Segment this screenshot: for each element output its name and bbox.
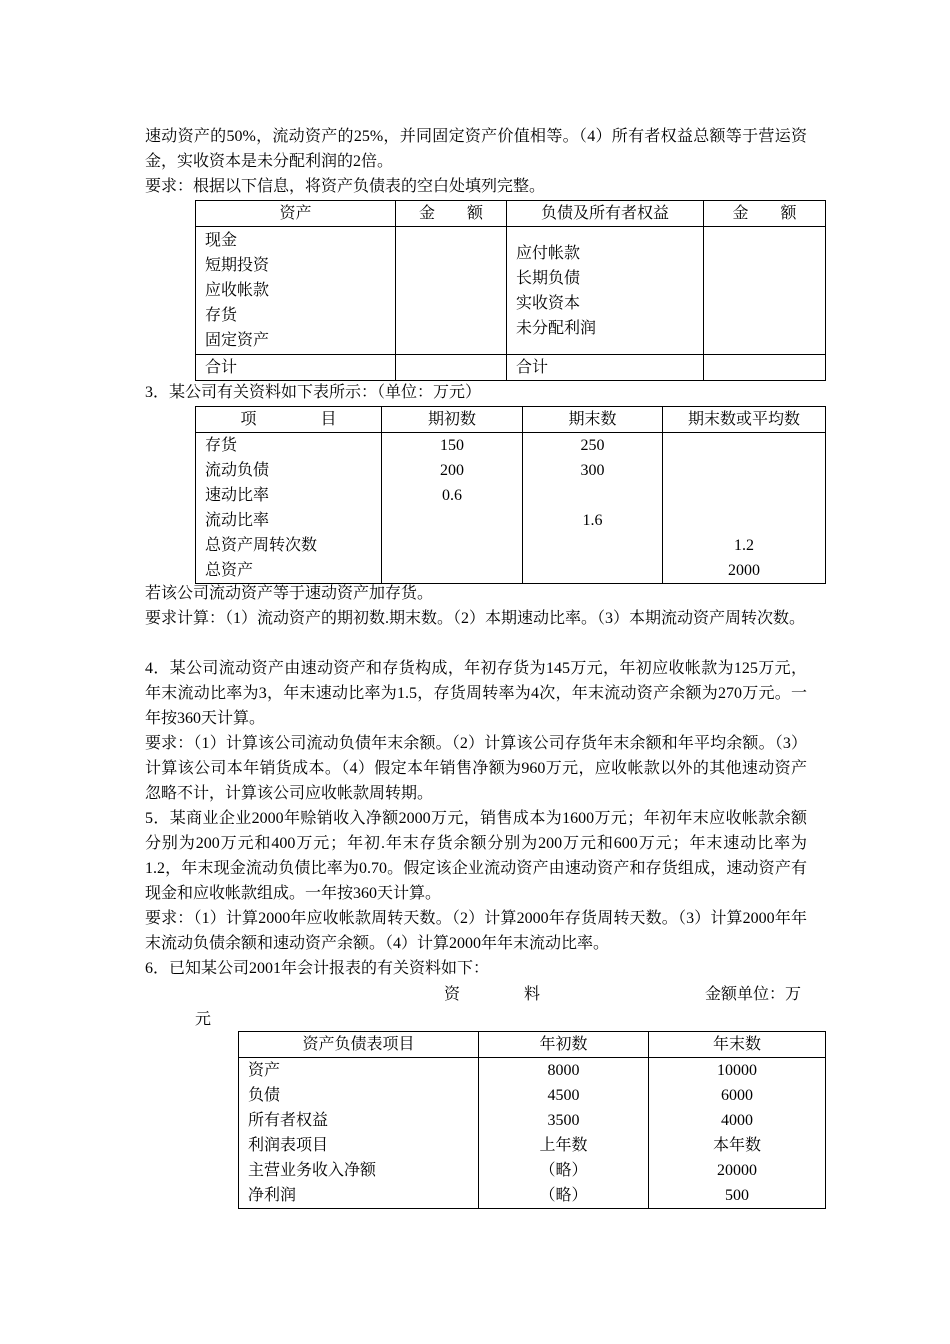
- q4-text: 4．某公司流动资产由速动资产和存货构成，年初存货为145万元，年初应收帐款为125万元，年末流动比率为3，年末速动比率为1.5，存货周转率为4次，年末流动资产余额为270万元。一年按360天计算。: [145, 660, 807, 727]
- intro-requirement: 要求：根据以下信息，将资产负债表的空白处填列完整。: [145, 178, 546, 195]
- amount-cell: [396, 355, 507, 381]
- table-row: [196, 227, 826, 355]
- value-cell: 500: [649, 1183, 826, 1209]
- row-label: 资产: [239, 1058, 479, 1084]
- header-cell: 资产负债表项目: [239, 1032, 479, 1058]
- asset-item: 应收帐款: [205, 282, 270, 299]
- value-cell: [382, 558, 523, 584]
- header-cell: 期末数或平均数: [663, 407, 826, 433]
- liabilities-cell: [507, 227, 704, 355]
- q6-caption: 资 料: [444, 986, 541, 1003]
- row-label: 存货: [196, 433, 382, 459]
- table-row: [196, 533, 826, 558]
- value-cell: 150: [382, 433, 523, 459]
- q3-note: 若该公司流动资产等于速动资产加存货。: [145, 585, 434, 602]
- ratio-table: [195, 406, 826, 584]
- value-cell: 4500: [479, 1083, 649, 1108]
- value-cell: 250: [523, 433, 663, 459]
- value-cell: 4000: [649, 1108, 826, 1133]
- row-label: 利润表项目: [239, 1133, 479, 1158]
- value-cell: 1.2: [663, 533, 826, 558]
- row-label: 净利润: [239, 1183, 479, 1209]
- total-row: [196, 355, 826, 381]
- table-row: [239, 1058, 826, 1084]
- table-row: [239, 1108, 826, 1133]
- table-row: [239, 1158, 826, 1183]
- total-label: 合计: [507, 355, 704, 381]
- asset-item: 存货: [205, 307, 238, 324]
- row-label: 速动比率: [196, 483, 382, 508]
- value-cell: （略）: [479, 1158, 649, 1183]
- q3-requirement: 要求计算：（1）流动资产的期初数.期末数。（2）本期速动比率。（3）本期流动资产周转次数。: [145, 610, 806, 627]
- assets-cell: [196, 227, 396, 355]
- value-cell: （略）: [479, 1183, 649, 1209]
- row-label: 流动比率: [196, 508, 382, 533]
- value-cell: 300: [523, 458, 663, 483]
- value-cell: [663, 508, 826, 533]
- amount-cell: [396, 227, 507, 355]
- value-cell: [523, 483, 663, 508]
- q6-unit: 金额单位：万: [705, 986, 802, 1003]
- table-row: [239, 1183, 826, 1209]
- q6-text: 6．已知某公司2001年会计报表的有关资料如下：: [145, 960, 490, 977]
- intro-text: 速动资产的50%，流动资产的25%，并同固定资产价值相等。（4）所有者权益总额等于营运资金，实收资本是未分配利润的2倍。: [145, 128, 807, 170]
- value-cell: 上年数: [479, 1133, 649, 1158]
- row-label: 负债: [239, 1083, 479, 1108]
- balance-sheet-table: [195, 200, 826, 381]
- q4-requirement: 要求：（1）计算该公司流动负债年末余额。（2）计算该公司存货年末余额和年平均余额。（3）计算该公司本年销货成本。（4）假定本年销售净额为960万元，应收帐款以外的其他速动资产忽略不计，计算该公司应收帐款周转期。: [145, 735, 807, 802]
- value-cell: [663, 458, 826, 483]
- value-cell: [663, 483, 826, 508]
- amount-cell: [704, 355, 826, 381]
- table-header-row: [239, 1032, 826, 1058]
- value-cell: 20000: [649, 1158, 826, 1183]
- q5-text: 5．某商业企业2000年赊销收入净额2000万元，销售成本为1600万元；年初年末应收帐款余额分别为200万元和400万元；年初.年末存货余额分别为200万元和600万元；年末速动比率为1.2，年末现金流动负债比率为0.70。假定该企业流动资产由速动资产和存货组成，速动资产有现金和应收帐款组成。一年按360天计算。: [145, 810, 807, 902]
- header-cell: 年末数: [649, 1032, 826, 1058]
- table-header-row: [196, 407, 826, 433]
- header-cell: 期末数: [523, 407, 663, 433]
- header-cell: 金 额: [396, 201, 507, 227]
- value-cell: [523, 558, 663, 584]
- liability-item: 应付帐款: [516, 244, 581, 262]
- value-cell: 3500: [479, 1108, 649, 1133]
- liability-item: 长期负债: [516, 269, 581, 287]
- row-label: 总资产周转次数: [196, 533, 382, 558]
- value-cell: [382, 508, 523, 533]
- q5-requirement: 要求：（1）计算2000年应收帐款周转天数。（2）计算2000年存货周转天数。（3）计算2000年年末流动负债余额和速动资产余额。（4）计算2000年年末流动比率。: [145, 910, 807, 952]
- header-cell: 期初数: [382, 407, 523, 433]
- table-row: [196, 458, 826, 483]
- header-cell: 金 额: [704, 201, 826, 227]
- amount-cell: [704, 227, 826, 355]
- asset-item: 短期投资: [205, 257, 270, 274]
- asset-item: 固定资产: [205, 332, 270, 349]
- value-cell: 0.6: [382, 483, 523, 508]
- row-label: 主营业务收入净额: [239, 1158, 479, 1183]
- financial-table: [238, 1031, 826, 1209]
- table-row: [196, 483, 826, 508]
- value-cell: 2000: [663, 558, 826, 584]
- row-label: 总资产: [196, 558, 382, 584]
- value-cell: 8000: [479, 1058, 649, 1084]
- value-cell: 10000: [649, 1058, 826, 1084]
- value-cell: [663, 433, 826, 459]
- liability-item: 实收资本: [516, 294, 581, 312]
- value-cell: 6000: [649, 1083, 826, 1108]
- table-row: [239, 1133, 826, 1158]
- value-cell: 本年数: [649, 1133, 826, 1158]
- header-cell: 负债及所有者权益: [507, 201, 704, 227]
- value-cell: [382, 533, 523, 558]
- q6-unit-cont: 元: [195, 1011, 212, 1028]
- value-cell: [523, 533, 663, 558]
- total-label: 合计: [196, 355, 396, 381]
- table-row: [196, 558, 826, 584]
- value-cell: 200: [382, 458, 523, 483]
- header-cell: 资产: [196, 201, 396, 227]
- row-label: 所有者权益: [239, 1108, 479, 1133]
- header-cell: 项 目: [196, 407, 382, 433]
- asset-item: 现金: [205, 232, 238, 249]
- table-row: [239, 1083, 826, 1108]
- table-row: [196, 508, 826, 533]
- header-cell: 年初数: [479, 1032, 649, 1058]
- liability-item: 未分配利润: [516, 319, 597, 337]
- value-cell: 1.6: [523, 508, 663, 533]
- table-header-row: [196, 201, 826, 227]
- q3-title: 3．某公司有关资料如下表所示：（单位：万元）: [145, 384, 482, 401]
- row-label: 流动负债: [196, 458, 382, 483]
- table-row: [196, 433, 826, 459]
